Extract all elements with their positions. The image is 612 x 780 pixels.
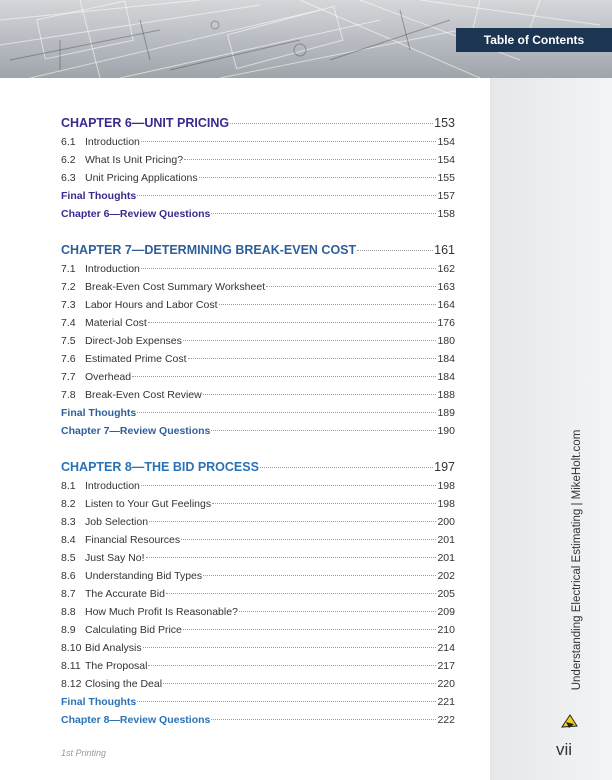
dot-leader <box>357 250 433 251</box>
section-title: Overhead <box>85 371 132 383</box>
page-number: vii <box>556 740 573 759</box>
toc-entry[interactable] <box>61 172 455 190</box>
page-ref: 188 <box>437 389 455 401</box>
dot-leader <box>143 647 437 648</box>
header-blueprint-banner <box>0 0 612 78</box>
dot-leader <box>183 340 437 341</box>
section-title: Calculating Bid Price <box>85 624 182 636</box>
toc-entry[interactable] <box>61 335 455 353</box>
right-sidebar <box>490 78 612 780</box>
toc-entry[interactable] <box>61 678 455 696</box>
section-number: 8.7 <box>61 588 76 600</box>
page-ref: 202 <box>437 570 455 582</box>
page-ref: 200 <box>437 516 455 528</box>
page-ref: 209 <box>437 606 455 618</box>
dot-leader <box>203 394 437 395</box>
page-ref: 214 <box>437 642 455 654</box>
section-title: Introduction <box>85 136 140 148</box>
page-ref: 162 <box>437 263 455 275</box>
dot-leader <box>166 593 437 594</box>
section-number: 8.2 <box>61 498 76 510</box>
toc-entry[interactable] <box>61 317 455 335</box>
final-thoughts-entry[interactable] <box>61 190 455 208</box>
chapter-7-block <box>61 243 455 443</box>
toc-entry[interactable] <box>61 570 455 588</box>
section-number: 8.6 <box>61 570 76 582</box>
section-title: Direct-Job Expenses <box>85 335 182 347</box>
page-ref: 154 <box>437 154 455 166</box>
page-ref: 164 <box>437 299 455 311</box>
toc-list <box>61 116 455 749</box>
page-ref: 180 <box>437 335 455 347</box>
chapter-title: CHAPTER 8—THE BID PROCESS <box>61 460 259 474</box>
review-questions-entry[interactable] <box>61 208 455 226</box>
section-number: 7.6 <box>61 353 76 365</box>
table-of-contents-tab: Table of Contents <box>456 28 612 52</box>
toc-entry[interactable] <box>61 516 455 534</box>
page-ref: 201 <box>437 534 455 546</box>
toc-entry[interactable] <box>61 299 455 317</box>
toc-entry[interactable] <box>61 281 455 299</box>
dot-leader <box>163 683 436 684</box>
section-number: 8.5 <box>61 552 76 564</box>
section-number: 8.8 <box>61 606 76 618</box>
section-title: The Proposal <box>85 660 148 672</box>
dot-leader <box>137 412 436 413</box>
section-title: Material Cost <box>85 317 147 329</box>
page-ref: 161 <box>434 243 455 257</box>
section-title: Understanding Bid Types <box>85 570 203 582</box>
section-title: Final Thoughts <box>61 407 137 419</box>
section-title: The Accurate Bid <box>85 588 165 600</box>
page-ref: 157 <box>437 190 455 202</box>
section-number: 8.4 <box>61 534 76 546</box>
toc-entry[interactable] <box>61 552 455 570</box>
toc-entry[interactable] <box>61 534 455 552</box>
toc-entry[interactable] <box>61 136 455 154</box>
section-number: 7.3 <box>61 299 76 311</box>
section-title: Final Thoughts <box>61 190 137 202</box>
dot-leader <box>132 376 436 377</box>
dot-leader <box>149 521 436 522</box>
dot-leader <box>203 575 436 576</box>
section-number: 7.1 <box>61 263 76 275</box>
page-ref: 158 <box>437 208 455 220</box>
dot-leader <box>141 485 437 486</box>
toc-entry[interactable] <box>61 371 455 389</box>
toc-entry[interactable] <box>61 624 455 642</box>
chapter-heading[interactable] <box>61 460 455 480</box>
page-ref: 210 <box>437 624 455 636</box>
page-ref: 217 <box>437 660 455 672</box>
page-ref: 205 <box>437 588 455 600</box>
section-number: 8.9 <box>61 624 76 636</box>
dot-leader <box>181 539 436 540</box>
dot-leader <box>141 141 437 142</box>
section-title: What Is Unit Pricing? <box>85 154 184 166</box>
page-ref: 222 <box>437 714 455 726</box>
toc-entry[interactable] <box>61 480 455 498</box>
page-ref: 201 <box>437 552 455 564</box>
chapter-6-block <box>61 116 455 226</box>
section-title: Listen to Your Gut Feelings <box>85 498 212 510</box>
dot-leader <box>219 304 437 305</box>
page-ref: 154 <box>437 136 455 148</box>
page-ref: 198 <box>437 480 455 492</box>
section-title: Estimated Prime Cost <box>85 353 187 365</box>
page-ref: 197 <box>434 460 455 474</box>
section-title: Chapter 7—Review Questions <box>61 425 211 437</box>
page-ref: 176 <box>437 317 455 329</box>
sidebar-vertical-text: Understanding Electrical Estimating | MikeHolt.com <box>571 429 583 691</box>
section-number: 7.5 <box>61 335 76 347</box>
dot-leader <box>230 123 433 124</box>
chapter-8-block <box>61 460 455 732</box>
section-title: How Much Profit Is Reasonable? <box>85 606 238 618</box>
section-title: Bid Analysis <box>85 642 142 654</box>
dot-leader <box>137 195 436 196</box>
section-title: Introduction <box>85 263 140 275</box>
toc-entry[interactable] <box>61 606 455 624</box>
section-number: 7.4 <box>61 317 76 329</box>
section-title: Labor Hours and Labor Cost <box>85 299 218 311</box>
dot-leader <box>137 701 436 702</box>
page-ref: 190 <box>437 425 455 437</box>
section-title: Chapter 6—Review Questions <box>61 208 211 220</box>
review-questions-entry[interactable] <box>61 425 455 443</box>
section-title: Introduction <box>85 480 140 492</box>
section-number: 7.7 <box>61 371 76 383</box>
toc-entry[interactable] <box>61 353 455 371</box>
toc-entry[interactable] <box>61 389 455 407</box>
chapter-title: CHAPTER 7—DETERMINING BREAK-EVEN COST <box>61 243 357 257</box>
section-title: Chapter 8—Review Questions <box>61 714 211 726</box>
chapter-title: CHAPTER 6—UNIT PRICING <box>61 116 230 130</box>
dot-leader <box>211 430 436 431</box>
page-ref: 198 <box>437 498 455 510</box>
toc-entry[interactable] <box>61 660 455 678</box>
review-questions-entry[interactable] <box>61 714 455 732</box>
final-thoughts-entry[interactable] <box>61 696 455 714</box>
section-title: Financial Resources <box>85 534 181 546</box>
dot-leader <box>183 629 437 630</box>
toc-entry[interactable] <box>61 263 455 281</box>
section-number: 8.11 <box>61 660 81 672</box>
dot-leader <box>146 557 437 558</box>
page-ref: 184 <box>437 371 455 383</box>
chapter-heading[interactable] <box>61 116 455 136</box>
page-ref: 221 <box>437 696 455 708</box>
mike-holt-logo-icon <box>560 712 580 730</box>
section-number: 8.12 <box>61 678 82 690</box>
section-number: 7.2 <box>61 281 76 293</box>
dot-leader <box>211 213 436 214</box>
dot-leader <box>260 467 433 468</box>
section-number: 6.2 <box>61 154 76 166</box>
section-number: 6.1 <box>61 136 76 148</box>
dot-leader <box>184 159 436 160</box>
dot-leader <box>212 503 436 504</box>
chapter-heading[interactable] <box>61 243 455 263</box>
toc-entry[interactable] <box>61 588 455 606</box>
section-title: Break-Even Cost Review <box>85 389 202 401</box>
section-number: 8.1 <box>61 480 76 492</box>
section-title: Break-Even Cost Summary Worksheet <box>85 281 266 293</box>
page-ref: 220 <box>437 678 455 690</box>
toc-entry[interactable] <box>61 642 455 660</box>
section-title: Just Say No! <box>85 552 145 564</box>
dot-leader <box>266 286 436 287</box>
section-number: 8.10 <box>61 642 82 654</box>
dot-leader <box>141 268 437 269</box>
dot-leader <box>148 322 437 323</box>
section-number: 8.3 <box>61 516 76 528</box>
section-title: Job Selection <box>85 516 149 528</box>
printing-note: 1st Printing <box>61 748 107 758</box>
toc-entry[interactable] <box>61 154 455 172</box>
section-number: 7.8 <box>61 389 76 401</box>
section-number: 6.3 <box>61 172 76 184</box>
dot-leader <box>199 177 437 178</box>
dot-leader <box>148 665 436 666</box>
dot-leader <box>239 611 437 612</box>
section-title: Closing the Deal <box>85 678 163 690</box>
final-thoughts-entry[interactable] <box>61 407 455 425</box>
section-title: Final Thoughts <box>61 696 137 708</box>
section-title: Unit Pricing Applications <box>85 172 198 184</box>
dot-leader <box>188 358 437 359</box>
page-ref: 153 <box>434 116 455 130</box>
dot-leader <box>211 719 436 720</box>
page-ref: 189 <box>437 407 455 419</box>
page-ref: 163 <box>437 281 455 293</box>
page-ref: 184 <box>437 353 455 365</box>
page-ref: 155 <box>437 172 455 184</box>
toc-entry[interactable] <box>61 498 455 516</box>
